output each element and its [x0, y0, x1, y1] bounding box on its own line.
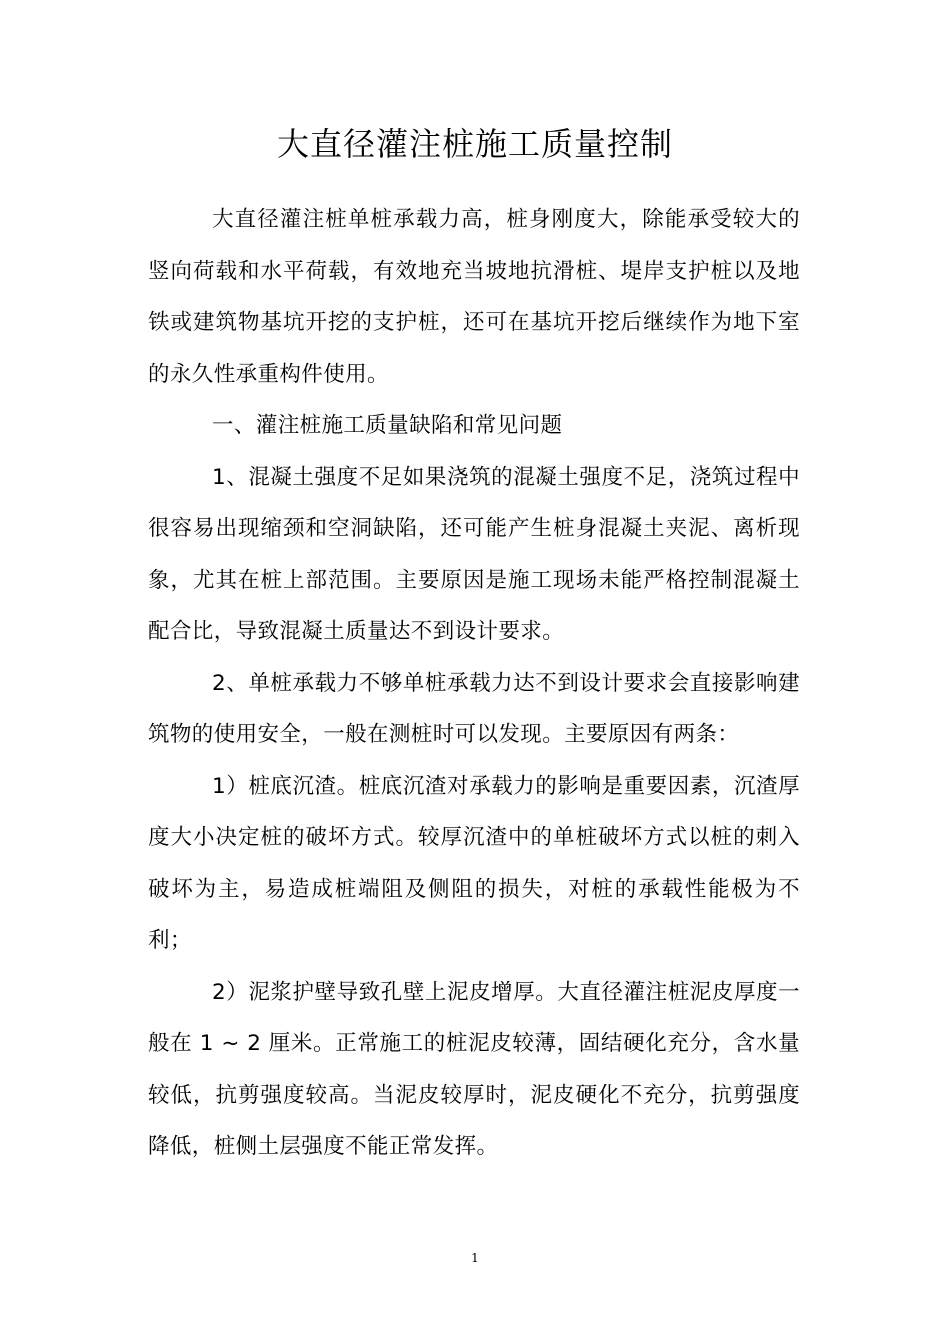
document-title: 大直径灌注桩施工质量控制 — [276, 125, 673, 163]
paragraph-bearing-capacity: 2、单桩承载力不够单桩承载力达不到设计要求会直接影响建筑物的使用安全，一般在测桩时可以发现。主要原因有两条： — [148, 670, 800, 747]
paragraph-mud-skin: 2）泥浆护壁导致孔壁上泥皮增厚。大直径灌注桩泥皮厚度一般在 1 ~ 2 厘米。正常施工的桩泥皮较薄，固结硬化充分，含水量较低，抗剪强度较高。当泥皮较厚时，泥皮硬化不充分，抗剪强度降低，桩侧土层强度不能正常发挥。 — [148, 979, 800, 1159]
paragraph-concrete-strength: 1、混凝土强度不足如果浇筑的混凝土强度不足，浇筑过程中很容易出现缩颈和空洞缺陷，还可能产生桩身混凝土夹泥、离析现象，尤其在桩上部范围。主要原因是施工现场未能严格控制混凝土配合比，导致混凝土质量达不到设计要求。 — [148, 464, 800, 644]
intro-paragraph: 大直径灌注桩单桩承载力高，桩身刚度大，除能承受较大的竖向荷载和水平荷载，有效地充当坡地抗滑桩、堤岸支护桩以及地铁或建筑物基坑开挖的支护桩，还可在基坑开挖后继续作为地下室的永久性承重构件使用。 — [148, 207, 800, 387]
page-number: 1 — [471, 1251, 479, 1265]
paragraph-sediment: 1）桩底沉渣。桩底沉渣对承载力的影响是重要因素，沉渣厚度大小决定桩的破坏方式。较厚沉渣中的单桩破坏方式以桩的刺入破坏为主，易造成桩端阻及侧阻的损失，对桩的承载性能极为不利； — [148, 773, 800, 953]
section-heading: 一、灌注桩施工质量缺陷和常见问题 — [212, 413, 563, 438]
document-body — [148, 194, 800, 1173]
